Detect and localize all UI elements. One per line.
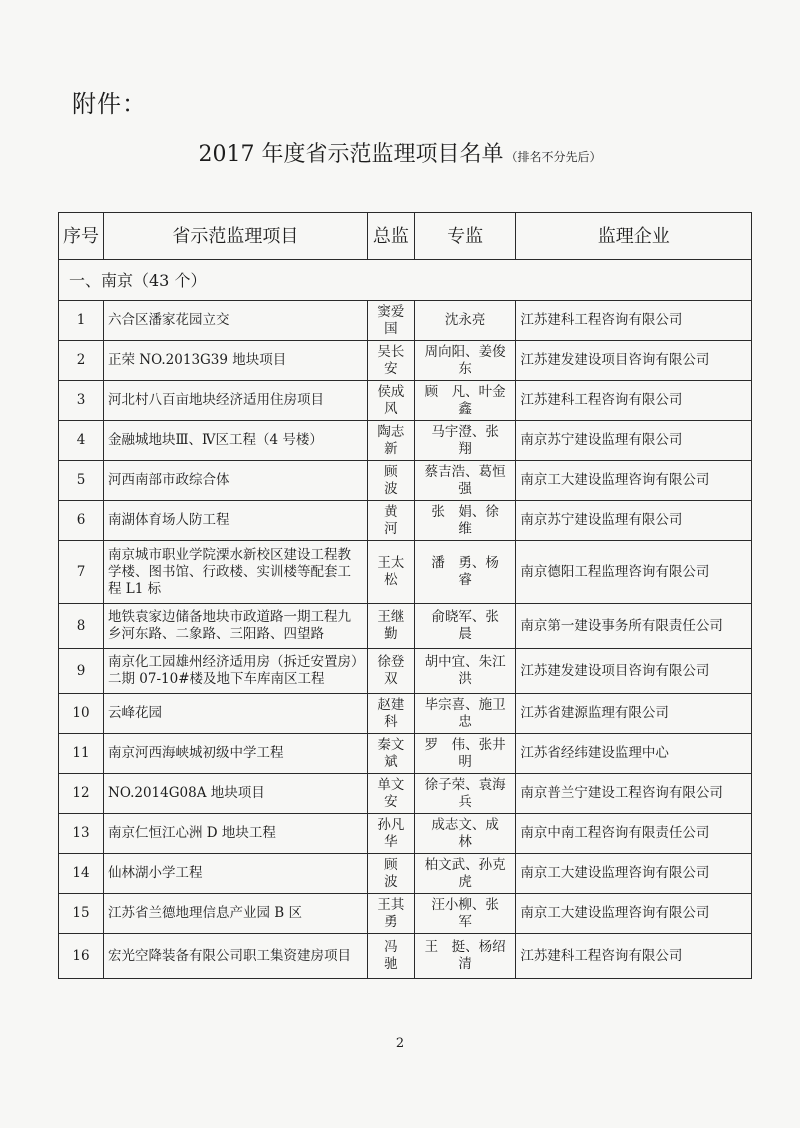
cell-specialist: 汪小柳、张 军 xyxy=(414,894,516,934)
cell-specialist: 马宇澄、张 翔 xyxy=(414,421,516,461)
cell-specialist: 蔡吉浩、葛恒强 xyxy=(414,461,516,501)
cell-chief: 秦文斌 xyxy=(367,734,414,774)
cell-firm: 江苏建科工程咨询有限公司 xyxy=(516,381,752,421)
table-row xyxy=(59,341,752,381)
cell-firm: 江苏建科工程咨询有限公司 xyxy=(516,934,752,979)
cell-firm: 江苏建科工程咨询有限公司 xyxy=(516,301,752,341)
cell-chief: 徐登双 xyxy=(367,649,414,694)
cell-project: 南京仁恒江心洲 D 地块工程 xyxy=(104,814,368,854)
cell-no: 5 xyxy=(59,461,104,501)
cell-no: 13 xyxy=(59,814,104,854)
cell-project: 南京河西海峡城初级中学工程 xyxy=(104,734,368,774)
cell-no: 9 xyxy=(59,649,104,694)
cell-firm: 南京德阳工程监理咨询有限公司 xyxy=(516,541,752,604)
section-label: 一、南京（43 个） xyxy=(59,260,752,301)
cell-chief: 吴长安 xyxy=(367,341,414,381)
cell-chief: 王其勇 xyxy=(367,894,414,934)
cell-specialist: 柏文武、孙克虎 xyxy=(414,854,516,894)
table-row xyxy=(59,694,752,734)
table-header-row xyxy=(59,213,752,260)
cell-chief: 冯 驰 xyxy=(367,934,414,979)
cell-no: 6 xyxy=(59,501,104,541)
document-title xyxy=(0,137,800,168)
cell-firm: 南京第一建设事务所有限责任公司 xyxy=(516,604,752,649)
cell-specialist: 王 挺、杨绍清 xyxy=(414,934,516,979)
cell-chief: 顾 波 xyxy=(367,461,414,501)
cell-project: 河西南部市政综合体 xyxy=(104,461,368,501)
cell-no: 3 xyxy=(59,381,104,421)
cell-specialist: 俞晓军、张 晨 xyxy=(414,604,516,649)
cell-chief: 王太松 xyxy=(367,541,414,604)
cell-specialist: 潘 勇、杨 睿 xyxy=(414,541,516,604)
cell-project: 六合区潘家花园立交 xyxy=(104,301,368,341)
header-chief: 总监 xyxy=(367,213,414,260)
title-note: （排名不分先后） xyxy=(505,150,602,164)
attachment-label: 附件： xyxy=(72,90,147,118)
cell-no: 4 xyxy=(59,421,104,461)
cell-specialist: 毕宗喜、施卫忠 xyxy=(414,694,516,734)
cell-specialist: 罗 伟、张井明 xyxy=(414,734,516,774)
cell-no: 16 xyxy=(59,934,104,979)
cell-firm: 江苏省建源监理有限公司 xyxy=(516,694,752,734)
cell-chief: 单文安 xyxy=(367,774,414,814)
cell-project: 南湖体育场人防工程 xyxy=(104,501,368,541)
table-row xyxy=(59,854,752,894)
cell-chief: 窦爱国 xyxy=(367,301,414,341)
cell-firm: 南京苏宁建设监理有限公司 xyxy=(516,421,752,461)
table-row xyxy=(59,934,752,979)
cell-chief: 孙凡华 xyxy=(367,814,414,854)
cell-chief: 黄 河 xyxy=(367,501,414,541)
page-number: 2 xyxy=(395,1036,405,1051)
cell-no: 10 xyxy=(59,694,104,734)
table-row xyxy=(59,541,752,604)
table-row xyxy=(59,421,752,461)
table-row xyxy=(59,774,752,814)
cell-no: 1 xyxy=(59,301,104,341)
section-row xyxy=(59,260,752,301)
table-row xyxy=(59,734,752,774)
cell-chief: 陶志新 xyxy=(367,421,414,461)
table-row xyxy=(59,604,752,649)
cell-firm: 南京普兰宁建设工程咨询有限公司 xyxy=(516,774,752,814)
header-specialist: 专监 xyxy=(414,213,516,260)
cell-project: 金融城地块Ⅲ、Ⅳ区工程（4 号楼） xyxy=(104,421,368,461)
cell-project: 云峰花园 xyxy=(104,694,368,734)
cell-no: 12 xyxy=(59,774,104,814)
cell-project: 正荣 NO.2013G39 地块项目 xyxy=(104,341,368,381)
cell-firm: 南京中南工程咨询有限责任公司 xyxy=(516,814,752,854)
cell-project: 南京城市职业学院溧水新校区建设工程教学楼、图书馆、行政楼、实训楼等配套工程 L1 标 xyxy=(104,541,368,604)
cell-no: 11 xyxy=(59,734,104,774)
table-row xyxy=(59,894,752,934)
cell-project: 河北村八百亩地块经济适用住房项目 xyxy=(104,381,368,421)
header-firm: 监理企业 xyxy=(516,213,752,260)
cell-no: 14 xyxy=(59,854,104,894)
cell-firm: 南京工大建设监理咨询有限公司 xyxy=(516,854,752,894)
cell-specialist: 徐子荣、袁海兵 xyxy=(414,774,516,814)
cell-firm: 江苏建发建设项目咨询有限公司 xyxy=(516,341,752,381)
cell-specialist: 张 娟、徐 维 xyxy=(414,501,516,541)
title-main: 2017 年度省示范监理项目名单 xyxy=(198,142,504,167)
cell-chief: 王继勤 xyxy=(367,604,414,649)
header-no: 序号 xyxy=(59,213,104,260)
cell-firm: 江苏省经纬建设监理中心 xyxy=(516,734,752,774)
cell-chief: 侯成风 xyxy=(367,381,414,421)
cell-project: 仙林湖小学工程 xyxy=(104,854,368,894)
cell-specialist: 顾 凡、叶金鑫 xyxy=(414,381,516,421)
cell-firm: 南京工大建设监理咨询有限公司 xyxy=(516,894,752,934)
cell-specialist: 胡中宜、朱江洪 xyxy=(414,649,516,694)
header-project: 省示范监理项目 xyxy=(104,213,368,260)
cell-chief: 顾 波 xyxy=(367,854,414,894)
table-row xyxy=(59,649,752,694)
cell-chief: 赵建科 xyxy=(367,694,414,734)
cell-project: 地铁袁家边储备地块市政道路一期工程九乡河东路、二象路、三阳路、四望路 xyxy=(104,604,368,649)
cell-no: 15 xyxy=(59,894,104,934)
cell-no: 2 xyxy=(59,341,104,381)
cell-firm: 江苏建发建设项目咨询有限公司 xyxy=(516,649,752,694)
table-row xyxy=(59,461,752,501)
table-row xyxy=(59,814,752,854)
cell-no: 7 xyxy=(59,541,104,604)
cell-project: NO.2014G08A 地块项目 xyxy=(104,774,368,814)
cell-project: 宏光空降装备有限公司职工集资建房项目 xyxy=(104,934,368,979)
cell-project: 南京化工园雄州经济适用房（拆迁安置房）二期 07-10#楼及地下车库南区工程 xyxy=(104,649,368,694)
table-row xyxy=(59,301,752,341)
cell-no: 8 xyxy=(59,604,104,649)
table-row xyxy=(59,381,752,421)
table-row xyxy=(59,501,752,541)
cell-firm: 南京苏宁建设监理有限公司 xyxy=(516,501,752,541)
cell-specialist: 成志文、成 林 xyxy=(414,814,516,854)
cell-firm: 南京工大建设监理咨询有限公司 xyxy=(516,461,752,501)
cell-specialist: 周向阳、姜俊东 xyxy=(414,341,516,381)
project-table xyxy=(58,212,752,979)
cell-project: 江苏省兰德地理信息产业园 B 区 xyxy=(104,894,368,934)
cell-specialist: 沈永亮 xyxy=(414,301,516,341)
